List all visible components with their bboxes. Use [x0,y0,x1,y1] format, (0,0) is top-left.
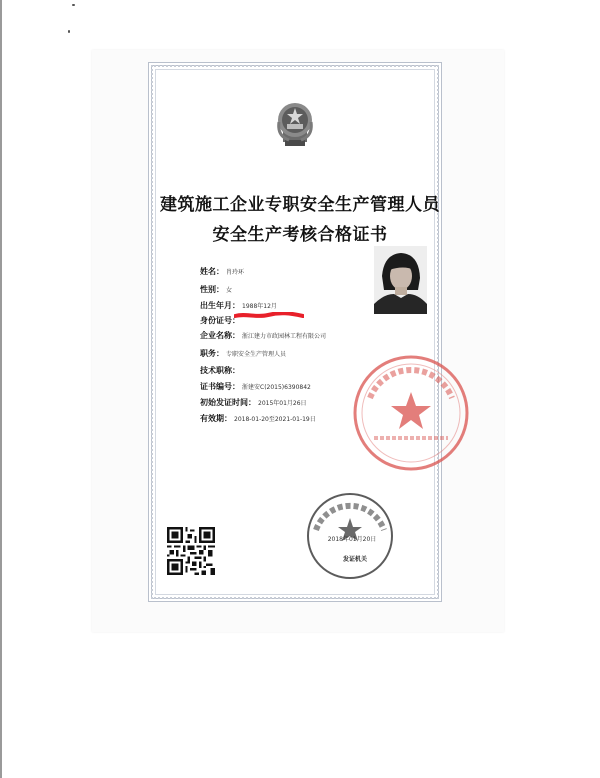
national-emblem-icon [275,100,315,148]
field-issue-date [200,393,307,407]
field-validity [200,409,316,423]
certificate-title-line1: 建筑施工企业专职安全生产管理人员 [160,195,440,215]
field-value: 女 [226,287,233,294]
field-value: 2015年01月26日 [258,400,307,407]
field-label: 出生年月： [200,301,240,310]
field-label: 企业名称： [200,331,240,340]
company-seal [348,350,474,476]
redaction-mark [234,312,304,319]
field-gender [200,280,232,294]
field-label: 证书编号： [200,382,240,391]
scan-speck [72,4,75,6]
field-value: 浙建安C(2015)6390842 [242,384,311,391]
field-value: 1988年12月 [242,303,277,310]
issuer-seal-date: 2018年01月20日 [327,536,377,543]
issuer-seal-label: 发证机关 [342,556,367,563]
field-value: 专职安全生产管理人员 [226,351,287,358]
field-label: 姓名： [200,267,224,276]
field-title [200,361,242,375]
field-label: 初始发证时间： [200,398,256,407]
id-photo [374,246,427,314]
field-label: 有效期： [200,414,232,423]
field-company [200,326,326,340]
qr-code-icon [167,527,215,575]
field-birth [200,296,277,310]
field-label: 技术职称： [200,366,240,375]
certificate-title-line2: 安全生产考核合格证书 [212,225,388,245]
field-value: 2018-01-20至2021-01-19日 [234,416,316,423]
field-name [200,262,244,276]
field-label: 职务： [200,349,224,358]
scan-speck [68,30,70,33]
field-value: 浙江建力市政园林工程有限公司 [242,333,327,340]
field-label: 性别： [200,285,224,294]
field-label: 身份证号： [200,316,240,325]
field-certificate-number [200,377,311,391]
scan-left-edge [0,0,2,778]
field-position [200,344,286,358]
field-value: 肖玲环 [226,269,245,276]
